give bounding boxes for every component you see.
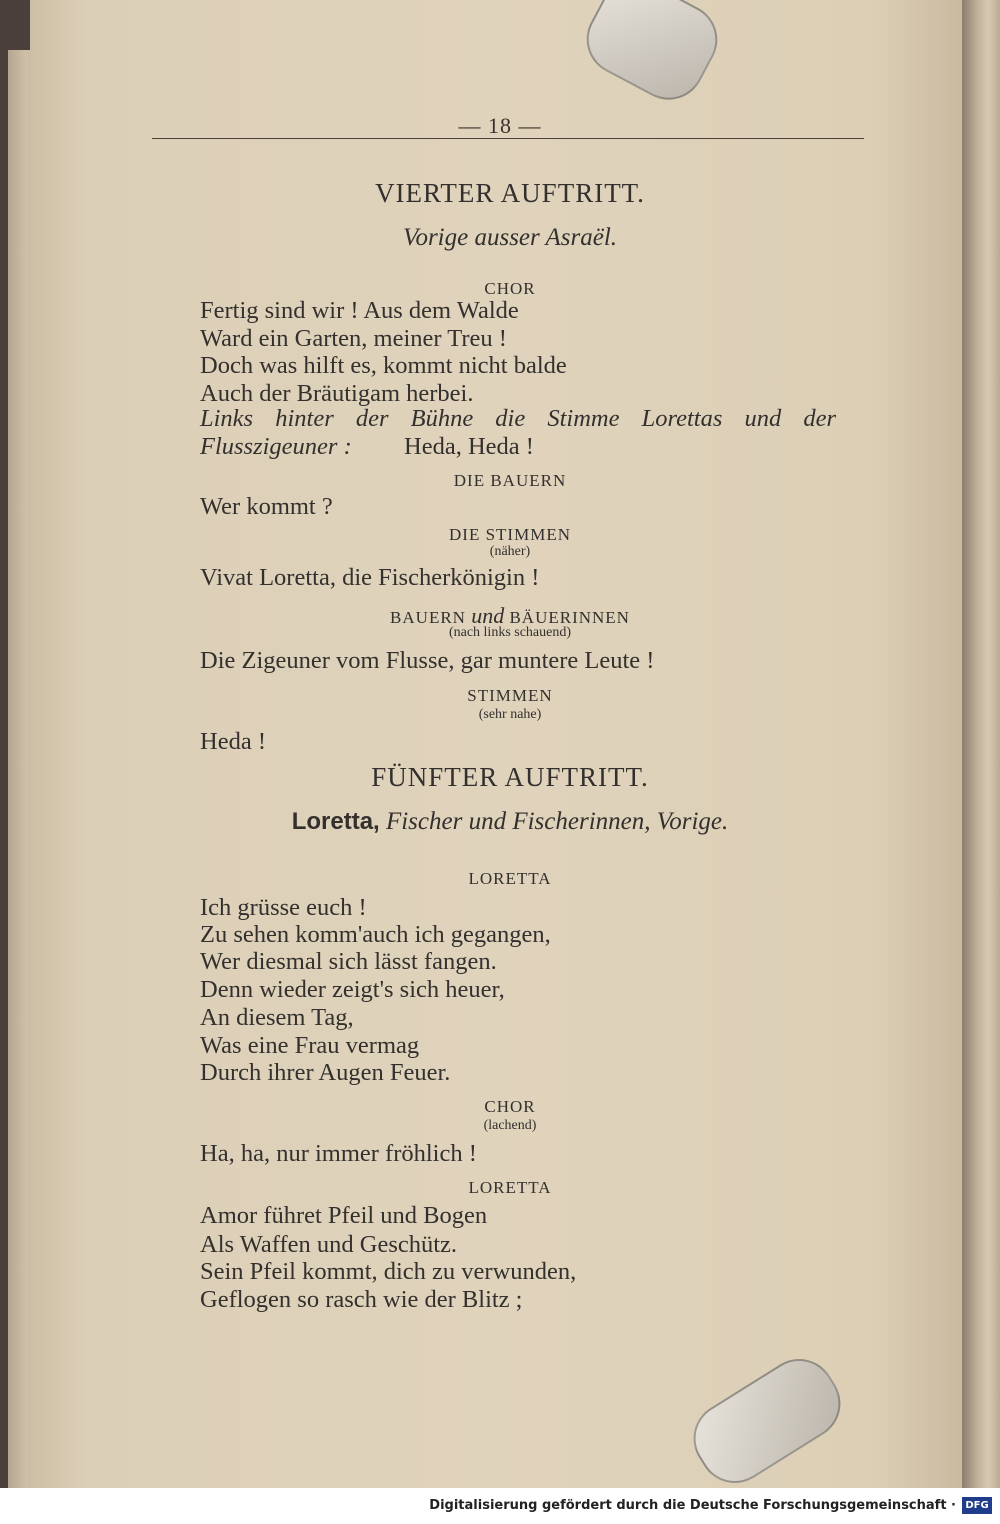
- verse-line: Die Zigeuner vom Flusse, gar muntere Leute !: [200, 647, 655, 674]
- speaker-label: STIMMEN: [467, 686, 553, 705]
- stage-direction-italic: Flusszigeuner :: [200, 433, 352, 460]
- speaker-label: LORETTA: [468, 869, 552, 888]
- speaker-label: DIE BAUERN: [453, 471, 567, 490]
- cast-name: Loretta,: [291, 808, 380, 835]
- speaker-label-part: und: [471, 603, 505, 628]
- verse-line: Ha, ha, nur immer fröhlich !: [200, 1140, 477, 1167]
- verse-line: Ich grüsse euch !: [200, 894, 367, 921]
- dfg-logo: DFG: [962, 1497, 992, 1514]
- speaker-note: (lachend): [483, 1118, 537, 1133]
- speaker-note: (näher): [489, 544, 531, 559]
- verse-line: Sein Pfeil kommt, dich zu verwunden,: [200, 1258, 577, 1285]
- verse-line: Als Waffen und Geschütz.: [200, 1231, 458, 1258]
- page-number: — 18 —: [458, 113, 542, 138]
- scene-title: FÜNFTER AUFTRITT.: [371, 762, 649, 792]
- verse-line: Vivat Loretta, die Fischerkönigin !: [200, 564, 540, 591]
- book-binding: [962, 0, 1000, 1488]
- verse-line: Was eine Frau vermag: [200, 1032, 420, 1059]
- verse-line: Heda !: [200, 728, 266, 755]
- cast-list: Fischer und Fischerinnen, Vorige.: [385, 808, 729, 835]
- speaker-label: CHOR: [484, 279, 536, 298]
- scene-subtitle: Vorige ausser Asraël.: [402, 224, 618, 251]
- verse-line: Fertig sind wir ! Aus dem Walde: [200, 297, 519, 324]
- speaker-note: (sehr nahe): [478, 707, 542, 722]
- verse-line: Durch ihrer Augen Feuer.: [200, 1059, 451, 1086]
- verse-line: An diesem Tag,: [200, 1004, 354, 1031]
- verse-line: Amor führet Pfeil und Bogen: [200, 1202, 488, 1229]
- verse-line: Heda, Heda !: [404, 433, 534, 460]
- verse-line: Geflogen so rasch wie der Blitz ;: [200, 1286, 523, 1313]
- verse-line: Zu sehen komm'auch ich gegangen,: [200, 921, 551, 948]
- speaker-label: DIE STIMMEN: [449, 525, 571, 544]
- scene-cast: [110, 808, 910, 836]
- speaker-label: CHOR: [484, 1097, 536, 1116]
- funding-credit: Digitalisierung gefördert durch die Deutsche Forschungsgemeinschaft ·: [429, 1498, 956, 1513]
- verse-line: Denn wieder zeigt's sich heuer,: [200, 976, 505, 1003]
- speaker-label: LORETTA: [468, 1178, 552, 1197]
- stage-direction: [200, 433, 534, 461]
- stage-direction: Links hinter der Bühne die Stimme Lorettas und der: [200, 405, 836, 432]
- verse-line: Wer kommt ?: [200, 493, 333, 520]
- verse-line: Auch der Bräutigam herbei.: [200, 380, 474, 407]
- verse-line: Wer diesmal sich lässt fangen.: [200, 948, 497, 975]
- verse-line: Doch was hilft es, kommt nicht balde: [200, 352, 567, 379]
- speaker-note: (nach links schauend): [448, 625, 572, 640]
- speaker-label-part: BÄUERINNEN: [509, 608, 630, 627]
- verse-line: Ward ein Garten, meiner Treu !: [200, 325, 507, 352]
- credit-bar: [0, 1488, 1000, 1524]
- speaker-label-part: BAUERN: [390, 608, 466, 627]
- scene-title: VIERTER AUFTRITT.: [375, 178, 645, 208]
